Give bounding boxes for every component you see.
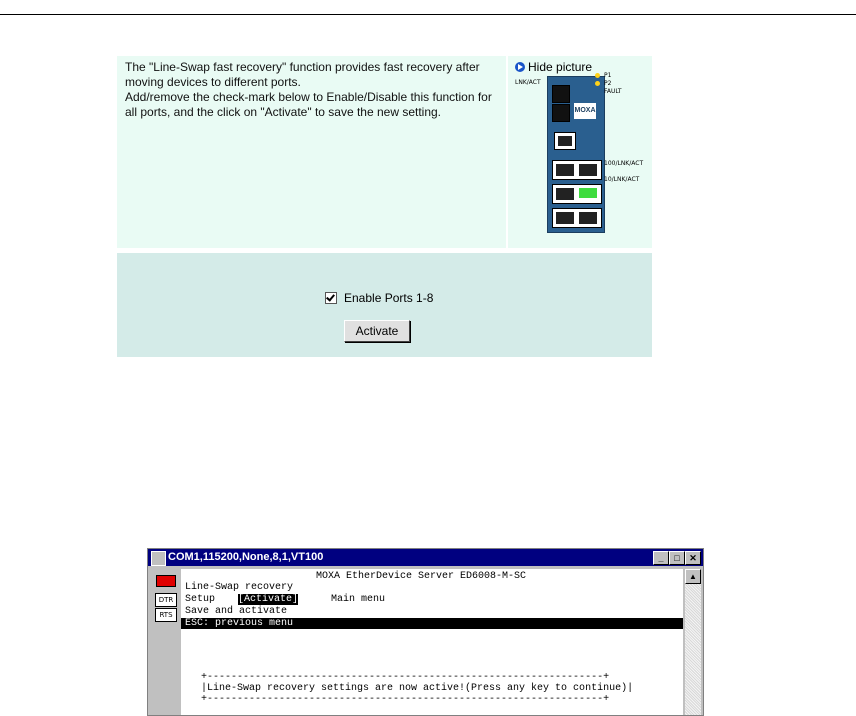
led-p2 <box>595 81 600 86</box>
label-100-lnk-act: 100/LNK/ACT <box>604 160 644 167</box>
box-top: +------------------------------------------------------------------+ <box>201 672 610 683</box>
enable-ports-label: Enable Ports 1-8 <box>344 291 434 305</box>
window-title: COM1,115200,None,8,1,VT100 <box>168 551 324 563</box>
scroll-up-arrow[interactable]: ▲ <box>685 569 701 584</box>
label-fault: FAULT <box>604 88 622 95</box>
device-picture-area <box>508 56 652 248</box>
label-10-lnk-act: 10/LNK/ACT <box>604 176 640 183</box>
description-text-1: The "Line-Swap fast recovery" function provides fast recovery after moving devices to different ports. <box>125 60 480 89</box>
vertical-scrollbar[interactable] <box>685 569 701 715</box>
box-message: |Line-Swap recovery settings are now active!(Press any key to continue)| <box>201 683 634 694</box>
fiber-port-2 <box>552 104 570 122</box>
rj45-port-1 <box>554 132 576 150</box>
terminal-line-1: Line-Swap recovery <box>185 582 294 593</box>
esc-line: ESC: previous menu <box>185 618 294 629</box>
terminal-window <box>147 548 704 716</box>
device-image <box>547 76 605 233</box>
box-bottom: +------------------------------------------------------------------+ <box>201 694 610 705</box>
title-bar <box>148 549 703 566</box>
web-config-panel <box>117 56 652 357</box>
label-p1: P1 <box>604 72 612 79</box>
terminal-header: MOXA EtherDevice Server ED6008-M-SC <box>316 571 527 582</box>
setup-label: Setup <box>185 594 216 605</box>
rts-indicator: RTS <box>155 608 177 622</box>
terminal-screen[interactable] <box>181 569 683 715</box>
hide-picture-label: Hide picture <box>528 60 593 74</box>
label-p2: P2 <box>604 80 612 87</box>
signal-sidebar <box>150 569 178 713</box>
close-button[interactable]: ✕ <box>685 551 701 565</box>
maximize-button[interactable]: □ <box>669 551 685 565</box>
esc-line-bar <box>181 618 683 629</box>
enable-ports-row <box>325 291 433 305</box>
status-indicator <box>156 575 176 587</box>
description-text-2: Add/remove the check-mark below to Enable/Disable this function for all ports, and the click on "Activate" to save the new setting. <box>125 90 492 119</box>
save-line: Save and activate <box>185 606 288 617</box>
led-p1 <box>595 73 600 78</box>
dtr-indicator: DTR <box>155 593 177 607</box>
settings-form <box>117 253 652 357</box>
app-icon[interactable] <box>151 551 166 566</box>
rj45-port-3 <box>552 184 602 204</box>
moxa-logo: MOXA <box>574 103 596 119</box>
label-lnk-act: LNK/ACT <box>515 79 541 86</box>
rj45-port-2 <box>552 160 602 180</box>
fiber-port-1 <box>552 85 570 103</box>
hide-picture-link[interactable] <box>515 60 592 74</box>
description-area <box>117 56 506 248</box>
top-rule <box>0 14 856 15</box>
activate-menu-item[interactable]: [Activate] <box>238 594 299 605</box>
main-menu-item[interactable]: Main menu <box>331 594 386 605</box>
arrow-circle-icon <box>515 62 525 72</box>
minimize-button[interactable]: _ <box>653 551 669 565</box>
rj45-port-4 <box>552 208 602 228</box>
enable-ports-checkbox[interactable] <box>325 292 337 304</box>
activate-button[interactable]: Activate <box>344 320 410 342</box>
